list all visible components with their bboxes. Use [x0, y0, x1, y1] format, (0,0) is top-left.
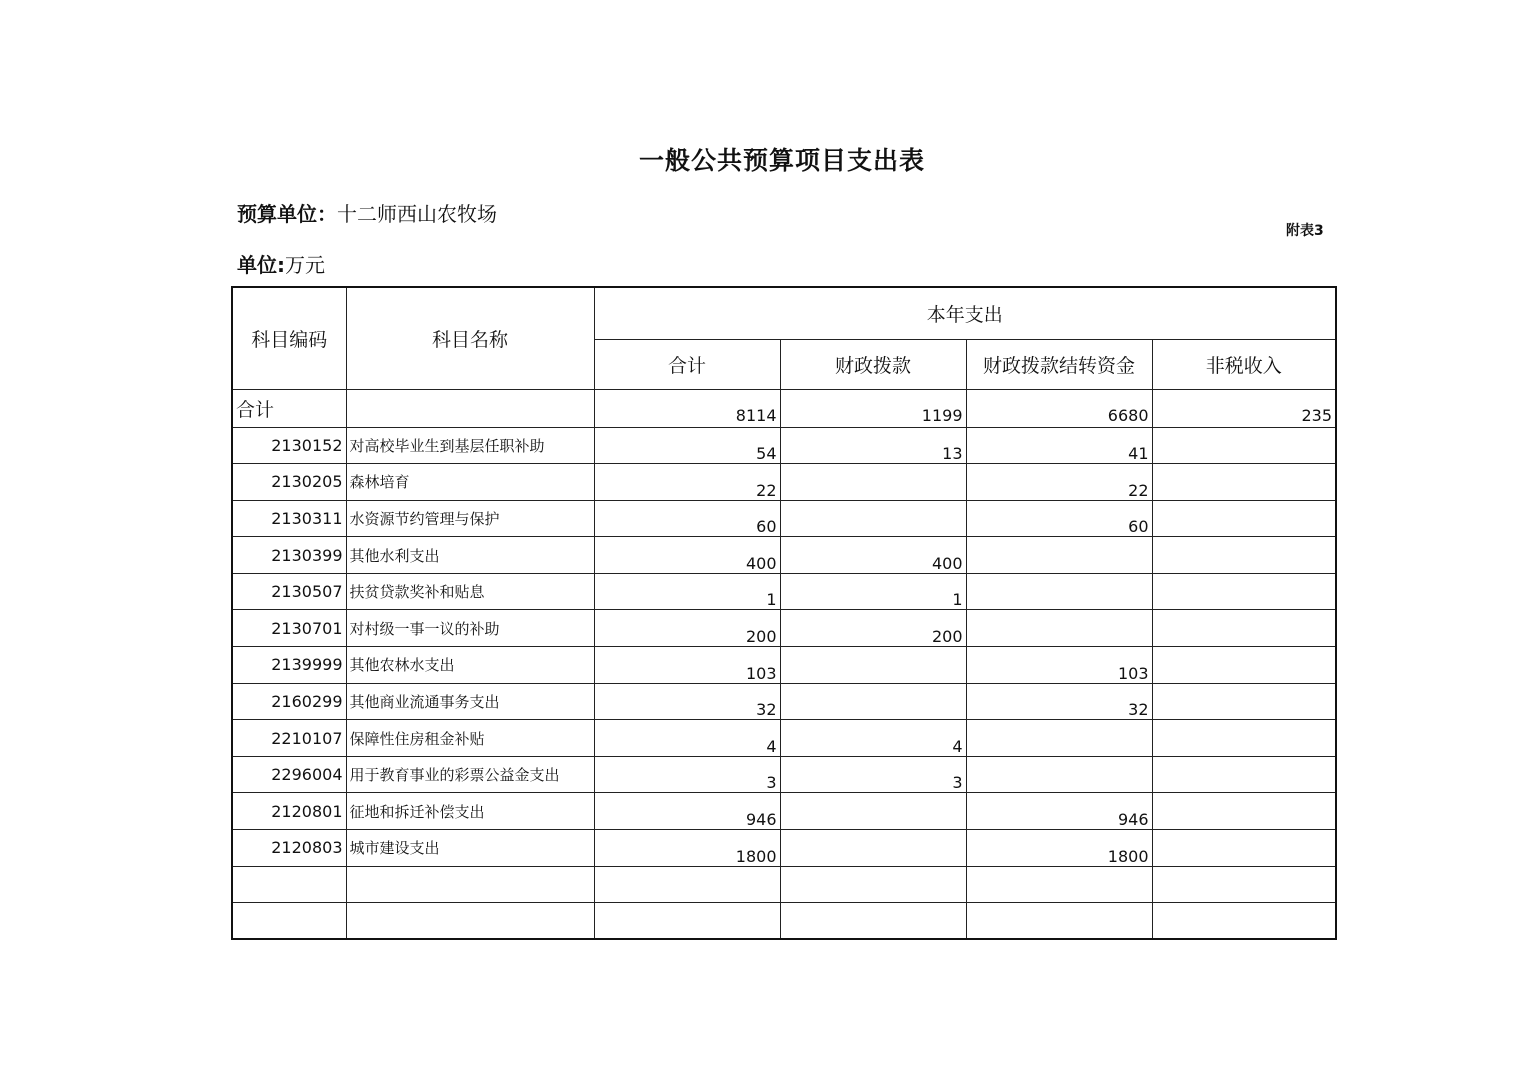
header-code: 科目编码	[232, 287, 346, 389]
row-nontax	[1152, 793, 1336, 830]
row-fiscal: 3	[780, 756, 966, 793]
row-nontax	[1152, 610, 1336, 647]
row-total: 54	[594, 427, 780, 464]
row-fiscal	[780, 683, 966, 720]
row-carryover: 1800	[966, 830, 1152, 867]
row-name: 征地和拆迁补偿支出	[346, 793, 594, 830]
row-nontax	[1152, 683, 1336, 720]
header-fiscal: 财政拨款	[780, 339, 966, 389]
total-row-name	[346, 389, 594, 427]
table-row	[232, 427, 1336, 464]
row-name: 森林培育	[346, 464, 594, 501]
row-carryover: 22	[966, 464, 1152, 501]
total-row-label: 合计	[232, 389, 346, 427]
header-nontax: 非税收入	[1152, 339, 1336, 389]
row-name: 保障性住房租金补贴	[346, 720, 594, 757]
row-fiscal	[780, 903, 966, 940]
row-name: 对村级一事一议的补助	[346, 610, 594, 647]
row-total: 200	[594, 610, 780, 647]
row-fiscal: 13	[780, 427, 966, 464]
appendix-label: 附表3	[1286, 223, 1324, 239]
row-carryover	[966, 537, 1152, 574]
currency-value: 万元	[285, 253, 325, 277]
table-row	[232, 647, 1336, 684]
row-carryover: 60	[966, 500, 1152, 537]
row-fiscal	[780, 647, 966, 684]
row-code: 2130399	[232, 537, 346, 574]
row-name: 水资源节约管理与保护	[346, 500, 594, 537]
row-fiscal	[780, 866, 966, 903]
row-code: 2130152	[232, 427, 346, 464]
table-row	[232, 720, 1336, 757]
row-fiscal	[780, 830, 966, 867]
row-name	[346, 866, 594, 903]
total-row	[232, 389, 1336, 427]
row-code: 2139999	[232, 647, 346, 684]
table-row	[232, 537, 1336, 574]
row-code: 2130701	[232, 610, 346, 647]
row-carryover: 32	[966, 683, 1152, 720]
row-nontax	[1152, 464, 1336, 501]
row-code: 2130311	[232, 500, 346, 537]
table-row	[232, 683, 1336, 720]
table-row	[232, 830, 1336, 867]
row-code: 2210107	[232, 720, 346, 757]
row-code	[232, 903, 346, 940]
total-row-total: 8114	[594, 389, 780, 427]
row-code: 2120803	[232, 830, 346, 867]
row-carryover	[966, 866, 1152, 903]
header-carryover: 财政拨款结转资金	[966, 339, 1152, 389]
budget-unit-label: 预算单位：	[237, 202, 337, 226]
total-row-carryover: 6680	[966, 389, 1152, 427]
page-title: 一般公共预算项目支出表	[638, 146, 925, 175]
currency-line	[237, 249, 325, 278]
header-total: 合计	[594, 339, 780, 389]
table-row	[232, 793, 1336, 830]
row-name: 用于教育事业的彩票公益金支出	[346, 756, 594, 793]
row-code: 2296004	[232, 756, 346, 793]
table-row	[232, 866, 1336, 903]
row-code	[232, 866, 346, 903]
table-row	[232, 464, 1336, 501]
row-nontax	[1152, 866, 1336, 903]
row-fiscal	[780, 500, 966, 537]
row-carryover	[966, 573, 1152, 610]
row-total	[594, 903, 780, 940]
currency-label: 单位:	[237, 253, 285, 277]
row-nontax	[1152, 903, 1336, 940]
row-nontax	[1152, 830, 1336, 867]
row-total: 4	[594, 720, 780, 757]
row-total: 3	[594, 756, 780, 793]
row-nontax	[1152, 427, 1336, 464]
row-total: 60	[594, 500, 780, 537]
table-row	[232, 573, 1336, 610]
row-name: 对高校毕业生到基层任职补助	[346, 427, 594, 464]
row-nontax	[1152, 537, 1336, 574]
row-nontax	[1152, 647, 1336, 684]
table-row	[232, 610, 1336, 647]
row-total: 400	[594, 537, 780, 574]
row-total: 22	[594, 464, 780, 501]
header-name: 科目名称	[346, 287, 594, 389]
budget-unit-line	[237, 198, 497, 227]
total-row-fiscal: 1199	[780, 389, 966, 427]
row-carryover	[966, 610, 1152, 647]
row-name	[346, 903, 594, 940]
row-name: 其他商业流通事务支出	[346, 683, 594, 720]
row-carryover	[966, 720, 1152, 757]
row-carryover	[966, 756, 1152, 793]
row-code: 2130205	[232, 464, 346, 501]
row-name: 扶贫贷款奖补和贴息	[346, 573, 594, 610]
row-code: 2120801	[232, 793, 346, 830]
row-fiscal: 1	[780, 573, 966, 610]
row-total: 1800	[594, 830, 780, 867]
total-row-nontax: 235	[1152, 389, 1336, 427]
row-nontax	[1152, 756, 1336, 793]
row-fiscal	[780, 793, 966, 830]
row-fiscal	[780, 464, 966, 501]
row-code: 2130507	[232, 573, 346, 610]
row-name: 城市建设支出	[346, 830, 594, 867]
row-carryover: 103	[966, 647, 1152, 684]
row-total: 103	[594, 647, 780, 684]
row-total: 1	[594, 573, 780, 610]
row-name: 其他农林水支出	[346, 647, 594, 684]
budget-table	[231, 286, 1337, 940]
row-nontax	[1152, 500, 1336, 537]
row-carryover: 41	[966, 427, 1152, 464]
row-carryover	[966, 903, 1152, 940]
row-fiscal: 200	[780, 610, 966, 647]
row-code: 2160299	[232, 683, 346, 720]
table-row	[232, 500, 1336, 537]
row-fiscal: 4	[780, 720, 966, 757]
table-row	[232, 756, 1336, 793]
row-nontax	[1152, 573, 1336, 610]
row-fiscal: 400	[780, 537, 966, 574]
row-carryover: 946	[966, 793, 1152, 830]
row-nontax	[1152, 720, 1336, 757]
row-total	[594, 866, 780, 903]
row-name: 其他水利支出	[346, 537, 594, 574]
table-row	[232, 903, 1336, 940]
header-current-year-expenditure: 本年支出	[594, 287, 1336, 339]
row-total: 946	[594, 793, 780, 830]
row-total: 32	[594, 683, 780, 720]
budget-unit-value: 十二师西山农牧场	[337, 202, 497, 226]
